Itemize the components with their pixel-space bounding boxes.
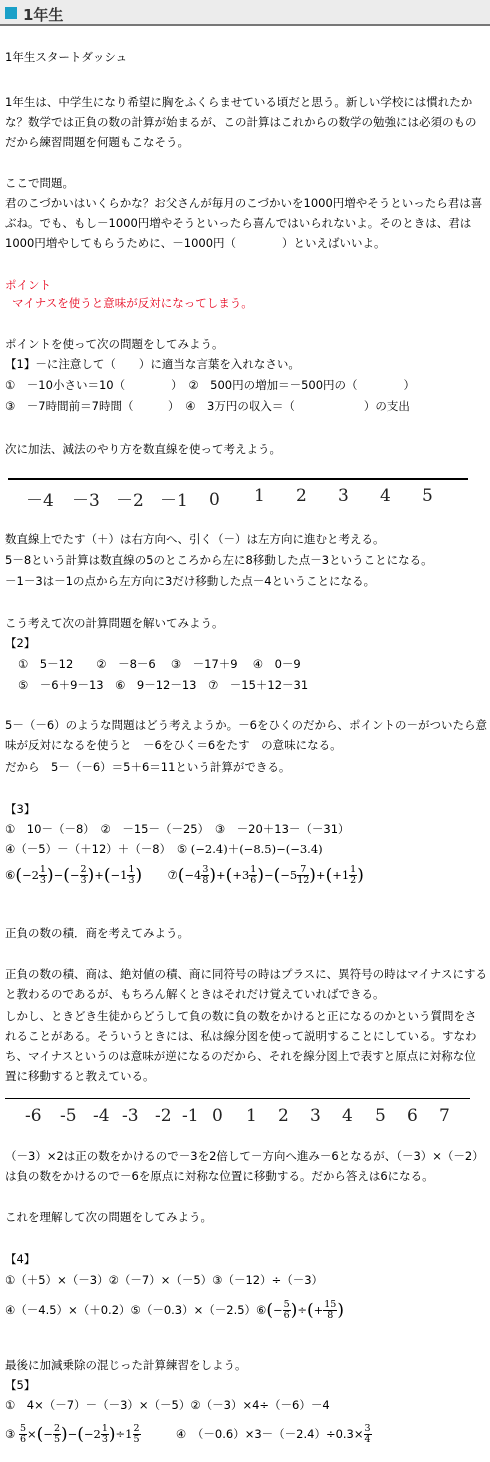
header-square-icon [5,7,17,19]
numline2-tick: 1 [246,1106,257,1126]
number-line-2-axis [5,1098,470,1099]
numerator: 5 [19,1423,27,1434]
fraction [323,1300,337,1321]
numerator: 7 [297,865,309,876]
paren: ( [273,865,281,886]
page-title: 1年生 [23,6,64,24]
numerator: 3 [202,864,209,875]
p3-row2-math: (−2.4)＋(−8.5)−(−3.4) [190,842,323,856]
sign: − [43,1427,53,1441]
paren: ) [135,865,143,886]
p3-row2-text: ④（－5）－（＋12）＋（－8） ⑤ [5,842,188,856]
numerator: 1 [39,864,46,875]
p4-title: 【4】 [5,1252,36,1266]
numline1-tick: －4 [26,491,54,511]
numerator: 1 [101,1423,108,1434]
numline1-tick: 0 [209,490,220,510]
p5-lead: 最後に加減乗除の混じった計算練習をしよう。 [5,1358,247,1372]
numline2-tick: 4 [342,1106,353,1126]
paren: ( [103,865,111,886]
numerator: 3 [364,1423,371,1434]
p3-q6-int: −2 [21,868,39,882]
paren: ( [225,865,233,886]
p3-q6-label: ⑥ [5,868,16,882]
operator: − [67,1427,78,1441]
fraction [19,1424,27,1445]
p3-q7-label: ⑦ [167,868,178,882]
numline-explain-3: －1－3は－1の点から左方向に3だけ移動した点－4ということになる。 [5,574,376,588]
numline1-tick: 4 [380,486,391,506]
numline1-tick: －3 [72,491,100,511]
p1-row1: ① －10小さい＝10（ ） ② 500円の増加＝－500円の（ ） [5,378,416,392]
operator: − [53,868,64,882]
p5-row2 [5,1418,372,1451]
numline-explain-1: 数直線上でたす（＋）は右方向へ、引く（－）は左方向に進むと考える。 [5,532,385,546]
numline1-tick: 5 [422,486,433,506]
subtract-explain-2: だから 5－（－6）＝5＋6＝11という計算ができる。 [5,760,291,774]
paren: ( [266,1300,273,1321]
numerator: 15 [324,1299,337,1310]
fraction [349,865,357,886]
p1-title: 【1】－に注意して（ ）に適当な言葉を入れなさい。 [5,357,300,371]
intro-paragraph: 1年生は、中学生になり希望に胸をふくらませている頃だと思う。新しい学校には慣れたかな？数学では正負の数の計算が始まるが、この計算はこれからの数学の勉強には必須のものだから練習問題を何題もこなそう。 [5,95,477,149]
paren: ) [87,865,95,886]
p3-q6-int: −1 [110,868,128,882]
paren: ( [77,1424,84,1445]
numline-intro: 次に加法、減法のやり方を数直線を使って考えよう。 [5,442,281,456]
p5-q3-int: −2 [83,1427,101,1441]
sign: + [313,1303,324,1317]
numline2-tick: -3 [122,1106,139,1126]
denominator: 2 [350,875,357,886]
denominator: 5 [53,1434,60,1445]
numerator: 1 [128,864,135,875]
paren: ) [357,865,364,886]
p5-title: 【5】 [5,1378,36,1392]
p3-q7-int: −5 [280,868,298,882]
p4-lead: これを理解して次の問題をしてみよう。 [5,1210,212,1224]
numline2-tick: 0 [212,1106,223,1126]
numline2-tick: 5 [375,1106,386,1126]
operator: ÷ [297,1303,307,1317]
operator: + [216,868,226,882]
p3-q7-int: +3 [232,868,250,882]
intro-heading: 1年生スタートダッシュ [5,50,128,64]
section-header [0,0,490,24]
fraction [297,865,309,886]
number-line-2 [0,1098,490,1128]
p4-row1: ①（＋5）×（－3）②（－7）×（－5）③（－12）÷（－3） [5,1273,324,1287]
operator: − [263,868,274,882]
fraction [39,865,47,886]
subtract-explain-1: 5－（－6）のような問題はどう考えようか。－6をひくのだから、ポイントの－がついたら意味が反対になるを使うと －6をひく＝6をたす の意味になる。 [5,718,487,752]
numline1-tick: 2 [296,486,307,506]
p1-lead: ポイントを使って次の問題をしてみよう。 [5,337,224,351]
p3-row2 [5,840,323,858]
numline2-tick: -6 [25,1106,42,1126]
operator: × [27,1427,37,1441]
numline2-tick: -5 [60,1106,77,1126]
product-para2: しかし、ときどき生徒からどうして負の数に負の数をかけると正になるのかという質問をされることがある。そういうときには、私は線分図を使って説明することにしている。すなわち、マイナスというのは意味が逆になるのだから、それを線分図上で表すと原点に対称な位置に移動すると教えている。 [5,1009,477,1083]
paren: ) [60,1424,68,1445]
fraction [283,1300,291,1321]
numerator: 2 [133,1423,140,1434]
fraction [101,1424,109,1445]
fraction [364,1424,372,1445]
paren: ( [36,1424,44,1445]
paren: ) [257,865,264,886]
p3-row1: ① 10－（－8） ② －15－（－25） ③ －20＋13－（－31） [5,822,350,836]
sign: − [273,1303,283,1317]
p2-row2: ⑤ －6＋9－13 ⑥ 9－12－13 ⑦ －15＋12－31 [18,678,309,692]
paren: ) [337,1300,344,1321]
numline2-tick: -4 [93,1106,110,1126]
denominator: 4 [364,1434,371,1445]
denominator: 12 [297,875,310,886]
product-explain: （－3）×2は正の数をかけるので－3を2倍して－方向へ進み－6となるが、（－3）×（－2）は負の数をかけるので－6を原点に対称な位置に移動する。だから答えは6になる。 [5,1149,484,1183]
p5-q3-label: ③ [5,1427,16,1441]
fraction [133,1424,141,1445]
paren: ) [290,1300,298,1321]
denominator: 6 [19,1434,27,1445]
numline2-tick: 7 [439,1106,450,1126]
denominator: 5 [133,1434,140,1445]
numerator: 1 [250,864,257,875]
numline2-tick: 3 [310,1106,321,1126]
point-text: マイナスを使うと意味が反対になってしまう。 [12,296,253,310]
p2-row1: ① 5－12 ② －8－6 ③ －17＋9 ④ 0－9 [18,657,301,671]
product-para1: 正負の数の積、商は、絶対値の積、商に同符号の時はプラスに、異符号の時はマイナスにすると教わるのであるが、もちろん解くときはそれだけ覚えていればできる。 [5,967,487,1001]
paren: ) [209,865,217,886]
point-label: ポイント [5,278,51,292]
numline2-tick: -2 [155,1106,172,1126]
denominator: 8 [327,1310,334,1321]
numerator: 2 [80,864,87,875]
numline2-tick: 2 [278,1106,289,1126]
product-lead: 正負の数の積．商を考えてみよう。 [5,926,189,940]
numerator: 2 [53,1423,60,1434]
header-divider [0,24,490,26]
number-line-1-axis [8,478,468,480]
operator: + [315,868,326,882]
p3-q7-int: +1 [332,868,350,882]
denominator: 6 [283,1310,290,1321]
fraction [80,865,88,886]
denominator: 3 [101,1434,108,1445]
p2-title: 【2】 [5,636,36,650]
denominator: 3 [128,875,135,886]
p4-row2-text: ④（－4.5）×（＋0.2）⑤（－0.3）×（－2.5）⑥ [5,1303,267,1317]
p3-title: 【3】 [5,802,36,816]
numline-explain-2: 5－8という計算は数直線の5のところから左に8移動した点－3ということになる。 [5,553,433,567]
numline1-tick: 1 [254,486,265,506]
numline1-tick: －1 [160,491,188,511]
sign: − [69,868,80,882]
p3-q7-int: −4 [184,868,202,882]
numline1-tick: －2 [116,491,144,511]
denominator: 3 [80,875,87,886]
numline2-tick: 6 [407,1106,418,1126]
p5-q3-int: ÷1 [115,1427,133,1441]
p5-row1: ① 4×（－7）－（－3）×（－5）②（－3）×4÷（－6）－4 [5,1398,330,1412]
numerator: 1 [350,864,357,875]
paren: ( [63,865,70,886]
paren: ( [177,865,185,886]
p5-q4-text: ④ （－0.6）×3－（－2.4）÷0.3× [175,1427,364,1441]
operator: + [94,868,104,882]
numline1-tick: 3 [338,486,349,506]
numline2-tick: -1 [182,1106,199,1126]
denominator: 3 [39,875,46,886]
question-body: 君のこづかいはいくらかな？お父さんが毎月のこづかいを1000円増やそうといったら君は喜ぶね。でも、もし－1000円増やそうといったら喜んではいられないよ。そのときは、君は1000円増やしてもらうために、－1000円（ ）といえばいいよ。 [5,196,483,250]
denominator: 8 [202,875,209,886]
paren: ( [306,1300,314,1321]
denominator: 6 [250,875,257,886]
p4-row2 [5,1294,344,1327]
paren: ) [108,1424,116,1445]
numerator: 5 [283,1299,290,1310]
paren: ( [15,865,22,886]
p1-row2: ③ －7時間前＝7時間（ ） ④ 3万円の収入＝（ ）の支出 [5,399,410,413]
fraction [53,1424,61,1445]
p3-row3 [5,860,364,891]
paren: ( [325,865,333,886]
p2-lead: こう考えて次の計算問題を解いてみよう。 [5,616,224,630]
paren: ) [309,865,316,886]
question-label: ここで問題。 [5,176,74,190]
number-line-1 [0,478,490,511]
paren: ) [46,865,54,886]
